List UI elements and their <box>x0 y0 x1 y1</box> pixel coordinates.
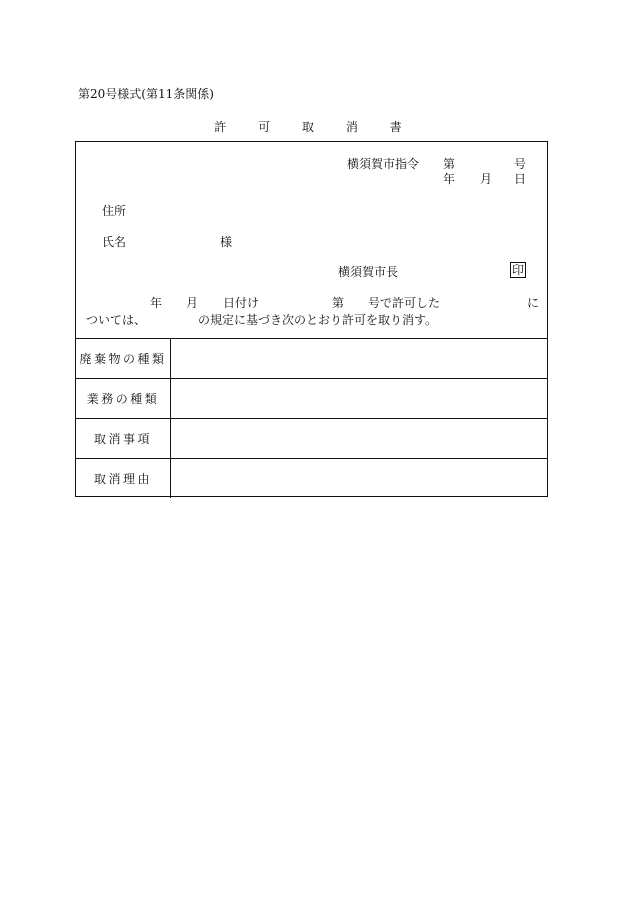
line1-dai: 第 <box>332 296 345 310</box>
name-label: 氏名 <box>102 235 127 249</box>
notice-section <box>76 142 547 338</box>
form-frame <box>75 141 548 497</box>
date-year: 年 <box>443 172 456 186</box>
line1-dated: 日付け <box>223 296 260 310</box>
row-value-waste-type[interactable] <box>171 339 547 378</box>
date-month: 月 <box>480 172 493 186</box>
line1-ni: に <box>527 296 540 310</box>
row-value-business-type[interactable] <box>171 379 547 418</box>
date-day: 日 <box>514 172 527 186</box>
row-label-waste-type: 廃棄物の種類 <box>76 339 171 378</box>
title-char: 取 <box>301 120 314 134</box>
mayor-title: 横須賀市長 <box>338 265 399 279</box>
seal-label: 印 <box>512 263 525 277</box>
title-char: 消 <box>345 120 358 134</box>
designation-gou: 号 <box>514 157 527 171</box>
line1-permitted: 号で許可した <box>368 296 441 310</box>
form-number: 第20号様式(第11条関係) <box>78 87 214 101</box>
row-label-business-type: 業務の種類 <box>76 379 171 418</box>
title-char: 書 <box>389 120 402 134</box>
table-row <box>76 339 547 379</box>
table-row <box>76 459 547 498</box>
line2-start: ついては、 <box>86 313 147 327</box>
title-char: 可 <box>258 120 271 134</box>
seal-mark <box>510 262 526 278</box>
line1-month: 月 <box>186 296 199 310</box>
detail-table <box>76 338 547 498</box>
designation-dai: 第 <box>443 157 456 171</box>
row-value-revocation-item[interactable] <box>171 419 547 458</box>
table-row <box>76 379 547 419</box>
title-char: 許 <box>214 120 227 134</box>
row-label-revocation-reason: 取消理由 <box>76 459 171 498</box>
row-value-revocation-reason[interactable] <box>171 459 547 498</box>
document-title <box>0 118 630 135</box>
table-row <box>76 419 547 459</box>
line2-end: の規定に基づき次のとおり許可を取り消す。 <box>198 313 438 327</box>
designation-prefix: 横須賀市指令 <box>347 157 420 171</box>
line1-year: 年 <box>150 296 163 310</box>
sama-suffix: 様 <box>220 235 233 249</box>
row-label-revocation-item: 取消事項 <box>76 419 171 458</box>
address-label: 住所 <box>102 204 127 218</box>
